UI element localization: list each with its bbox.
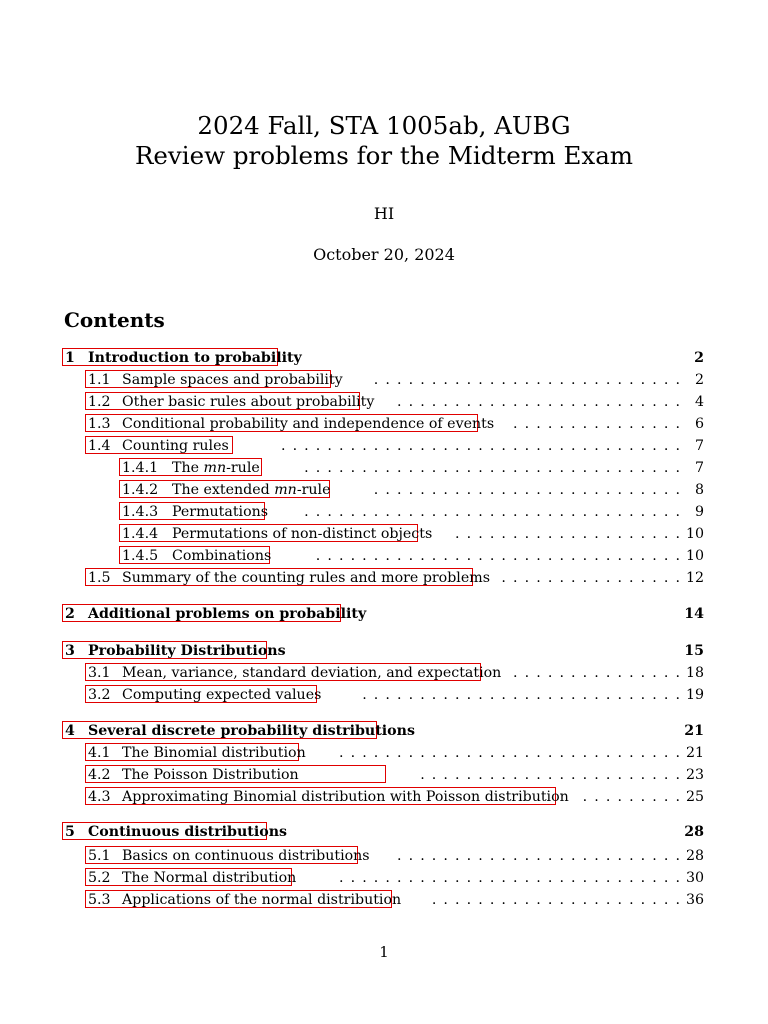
toc-entry-page: 14 xyxy=(684,606,704,622)
toc-link[interactable] xyxy=(119,458,262,476)
toc-leader-dots: . . . . . . . . . . . . . . . . . . . . xyxy=(455,526,680,542)
toc-entry-page: 28 xyxy=(685,848,704,864)
toc-entry-title: Additional problems on probability xyxy=(88,606,367,622)
toc-leader-dots: . . . . . . . . . . . . . . . . . . . . . . xyxy=(431,892,680,908)
toc-entry-title: Probability Distributions xyxy=(88,643,286,659)
toc-entry-title: The Binomial distribution xyxy=(122,745,306,761)
toc-entry xyxy=(0,567,768,589)
toc-entry-title: Permutations of non-distinct objects xyxy=(172,526,433,542)
toc-leader-dots: . . . . . . . . . . . . . . . . . . . . . . . . . xyxy=(397,848,680,864)
contents-heading: Contents xyxy=(64,308,165,332)
toc-entry-page: 21 xyxy=(684,723,704,739)
toc-entry xyxy=(0,369,768,391)
toc-entry xyxy=(0,347,768,369)
toc-entry-title: Continuous distributions xyxy=(88,824,288,840)
toc-entry-title: Conditional probability and independence of events xyxy=(122,416,495,432)
toc-entry-title: The Poisson Distribution xyxy=(122,767,299,783)
toc-entry-page: 7 xyxy=(694,460,704,476)
toc-link[interactable] xyxy=(62,721,415,739)
toc-link[interactable] xyxy=(85,568,490,586)
toc-entry-title: Sample spaces and probability xyxy=(122,372,343,388)
toc-entry-number: 3.1 xyxy=(88,665,111,681)
toc-entry-title-text: The extended xyxy=(172,482,275,498)
document-title-line-2: Review problems for the Midterm Exam xyxy=(134,141,634,170)
toc-leader-dots: . . . . . . . . . . . . . . . . . . . . . . . . . xyxy=(397,394,680,410)
toc-entry-title: The Normal distribution xyxy=(122,870,297,886)
toc-entry-page: 36 xyxy=(685,892,704,908)
toc-entry-page: 7 xyxy=(694,438,704,454)
toc-entry-number: 4.3 xyxy=(88,789,111,805)
toc-entry-page: 28 xyxy=(684,824,704,840)
toc-entry-title: Several discrete probability distributions xyxy=(88,723,415,739)
toc-link[interactable] xyxy=(85,765,386,783)
toc-link[interactable] xyxy=(119,546,270,564)
toc-link[interactable] xyxy=(85,685,322,703)
toc-link[interactable] xyxy=(85,890,402,908)
toc-entry-title-math: mn xyxy=(203,460,227,476)
toc-entry-title: Approximating Binomial distribution with Poisson distribution xyxy=(122,789,569,805)
toc-entry-number: 5.2 xyxy=(88,870,111,886)
toc-entry-number: 3.2 xyxy=(88,687,111,703)
toc-entry xyxy=(0,720,768,742)
toc-link[interactable] xyxy=(85,436,233,454)
toc-entry xyxy=(0,523,768,545)
toc-link[interactable] xyxy=(85,414,495,432)
toc-entry-page: 25 xyxy=(685,789,704,805)
toc-link[interactable] xyxy=(119,480,330,498)
toc-leader-dots: . . . . . . . . . xyxy=(582,789,680,805)
toc-entry xyxy=(0,457,768,479)
toc-leader-dots: . . . . . . . . . . . . . . . . . . . . . . . . . . . xyxy=(373,372,680,388)
toc-leader-dots: . . . . . . . . . . . . . . . . . . . . . . . . . . . . xyxy=(362,687,680,703)
toc-link[interactable] xyxy=(62,822,288,840)
document-date: October 20, 2024 xyxy=(313,245,455,264)
toc-entry-page: 12 xyxy=(685,570,704,586)
toc-entry-number: 5.3 xyxy=(88,892,111,908)
toc-link[interactable] xyxy=(85,787,569,805)
toc-entry-title-math: mn xyxy=(274,482,297,498)
toc-entry xyxy=(0,413,768,435)
toc-entry xyxy=(0,821,768,843)
toc-entry-number: 1.4.1 xyxy=(122,460,159,476)
toc-entry-page: 8 xyxy=(694,482,704,498)
toc-entry xyxy=(0,391,768,413)
toc-leader-dots: . . . . . . . . . . . . . . . xyxy=(513,416,680,432)
toc-entry-number: 4.1 xyxy=(88,745,111,761)
toc-leader-dots: . . . . . . . . . . . . . . . . . . . . . . . . . . . . . . xyxy=(338,745,680,761)
toc-entry-page: 30 xyxy=(685,870,704,886)
toc-entry-number: 1.4.3 xyxy=(122,504,159,520)
toc-entry-page: 15 xyxy=(684,643,704,659)
toc-entry-page: 19 xyxy=(685,687,704,703)
toc-entry xyxy=(0,479,768,501)
toc-entry-title: Mean, variance, standard deviation, and expectation xyxy=(122,665,502,681)
toc-link[interactable] xyxy=(62,604,367,622)
toc-entry-number: 5.1 xyxy=(88,848,111,864)
toc-entry-number: 1.4.5 xyxy=(122,548,159,564)
toc-entry-title-suffix: -rule xyxy=(296,482,331,498)
page-number: 1 xyxy=(379,943,389,961)
toc-entry-page: 10 xyxy=(685,548,704,564)
toc-entry-number: 5 xyxy=(65,824,75,840)
toc-entry-title xyxy=(172,479,330,501)
toc-entry-number: 1.4.4 xyxy=(122,526,159,542)
toc-link[interactable] xyxy=(85,370,343,388)
toc-entry xyxy=(0,501,768,523)
toc-entry-page: 2 xyxy=(694,372,704,388)
toc-entry-page: 6 xyxy=(694,416,704,432)
toc-leader-dots: . . . . . . . . . . . . . . . . . . . . . . . . . . . . . . . . xyxy=(315,548,680,564)
toc-link[interactable] xyxy=(85,743,306,761)
toc-entry xyxy=(0,742,768,764)
toc-entry-number: 1.5 xyxy=(88,570,111,586)
toc-leader-dots: . . . . . . . . . . . . . . . . . . . . . . . . . . . . . . . . . xyxy=(304,460,680,476)
toc-entry-number: 4 xyxy=(65,723,75,739)
toc-entry xyxy=(0,662,768,684)
toc-entry-title: Other basic rules about probability xyxy=(122,394,375,410)
document-author: HI xyxy=(373,204,395,223)
document-title-line-1: 2024 Fall, STA 1005ab, AUBG xyxy=(197,111,571,140)
toc-link[interactable] xyxy=(62,348,302,366)
toc-entry xyxy=(0,603,768,625)
toc-link[interactable] xyxy=(119,524,433,542)
toc-entry-page: 10 xyxy=(685,526,704,542)
toc-entry-title-suffix: -rule xyxy=(226,460,260,476)
toc-entry-title xyxy=(172,457,260,479)
toc-entry-title: Introduction to probability xyxy=(88,350,302,366)
toc-entry-page: 18 xyxy=(685,665,704,681)
toc-entry-page: 21 xyxy=(685,745,704,761)
toc-entry-title-text: The xyxy=(172,460,204,476)
toc-entry-title: Basics on continuous distributions xyxy=(122,848,370,864)
toc-entry xyxy=(0,684,768,706)
toc-entry-title: Applications of the normal distribution xyxy=(122,892,402,908)
toc-entry-number: 1.4 xyxy=(88,438,111,454)
toc-leader-dots: . . . . . . . . . . . . . . . . . . . . . . . . . . . . . . xyxy=(338,870,680,886)
toc-entry xyxy=(0,640,768,662)
toc-entry xyxy=(0,545,768,567)
toc-leader-dots: . . . . . . . . . . . . . . . . xyxy=(501,570,680,586)
toc-entry xyxy=(0,435,768,457)
toc-link[interactable] xyxy=(85,392,375,410)
toc-entry xyxy=(0,889,768,911)
toc-entry-number: 3 xyxy=(65,643,75,659)
toc-link[interactable] xyxy=(85,868,297,886)
toc-entry-number: 2 xyxy=(65,606,75,622)
toc-entry-number: 1.3 xyxy=(88,416,111,432)
toc-entry xyxy=(0,764,768,786)
toc-leader-dots: . . . . . . . . . . . . . . . . . . . . . . . xyxy=(420,767,680,783)
toc-entry-title: Combinations xyxy=(172,548,272,564)
toc-entry-title: Counting rules xyxy=(122,438,229,454)
toc-leader-dots: . . . . . . . . . . . . . . . . . . . . . . . . . . . . . . . . . xyxy=(304,504,680,520)
toc-entry-page: 9 xyxy=(694,504,704,520)
toc-entry-title: Permutations xyxy=(172,504,269,520)
toc-entry-number: 1.2 xyxy=(88,394,111,410)
toc-link[interactable] xyxy=(62,641,286,659)
toc-leader-dots: . . . . . . . . . . . . . . . . . . . . . . . . . . . xyxy=(373,482,680,498)
toc-entry-page: 4 xyxy=(694,394,704,410)
toc-entry xyxy=(0,845,768,867)
toc-entry-page: 2 xyxy=(694,350,704,366)
toc-entry-number: 1 xyxy=(65,350,75,366)
toc-entry xyxy=(0,867,768,889)
toc-leader-dots: . . . . . . . . . . . . . . . xyxy=(513,665,680,681)
toc-entry-title: Computing expected values xyxy=(122,687,322,703)
toc-entry xyxy=(0,786,768,808)
toc-entry-title: Summary of the counting rules and more problems xyxy=(122,570,490,586)
toc-link[interactable] xyxy=(85,663,502,681)
toc-entry-number: 1.1 xyxy=(88,372,111,388)
toc-leader-dots: . . . . . . . . . . . . . . . . . . . . . . . . . . . . . . . . . . . xyxy=(280,438,680,454)
toc-entry-page: 23 xyxy=(685,767,704,783)
toc-entry-number: 1.4.2 xyxy=(122,482,159,498)
toc-entry-number: 4.2 xyxy=(88,767,111,783)
toc-link[interactable] xyxy=(119,502,269,520)
toc-link[interactable] xyxy=(85,846,370,864)
